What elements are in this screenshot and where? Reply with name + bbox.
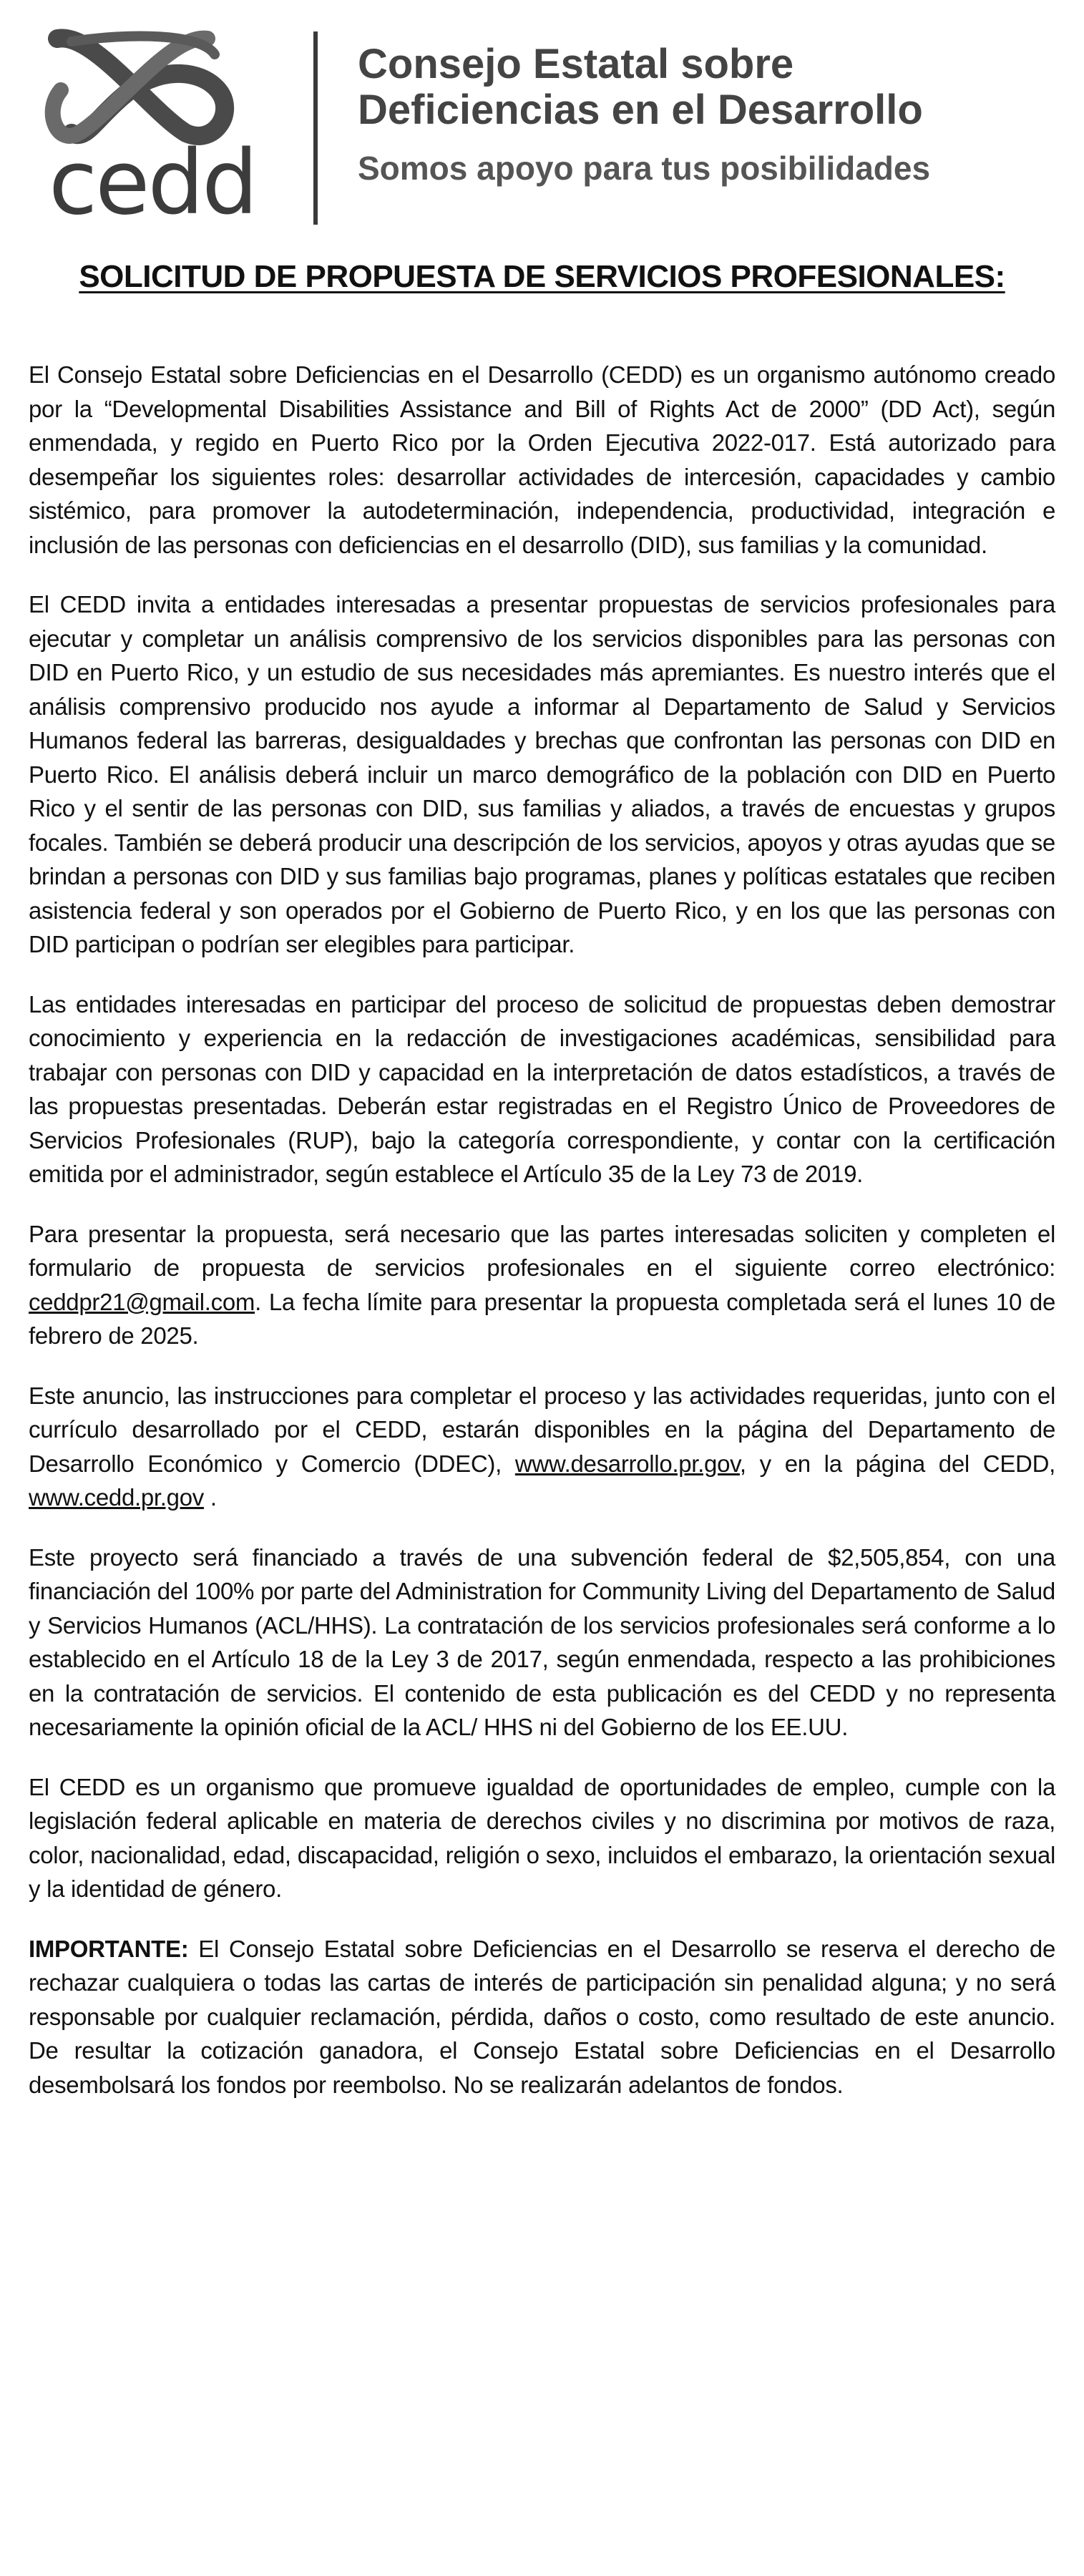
submission-text-b: . La fecha límite para presentar la propuesta completada será el lunes 10 de febrero de 2025.: [29, 1288, 1055, 1349]
logo-wordmark: cedd: [49, 132, 256, 235]
paragraph-funding: Este proyecto será financiado a través de una subvención federal de $2,505,854, con una financiación del 100% por parte del Administration for Community Living del Departamento de Salud y Servicios Humanos (ACL/HHS). La contratación de los servicios profesionales será conforme a lo establecido en el Artículo 18 de la Ley 3 de 2017, según enmendada, respecto a las prohibiciones en la contratación de servicios. El contenido de esta publicación es del CEDD y no representa necesariamente la opinión oficial de la ACL/ HHS ni del Gobierno de los EE.UU.: [29, 1543, 1055, 1740]
availability-text-c: .: [203, 1484, 217, 1511]
paragraph-invitation: El CEDD invita a entidades interesadas a presentar propuestas de servicios profesionales para ejecutar y completar un análisis comprensivo de los servicios disponibles para las personas con DID en Puerto Rico, y un estudio de sus necesidades más apremiantes. Es nuestro interés que el análisis comprensivo producido nos ayude a informar al Departamento de Salud y Servicios Humanos federal las barreras, desigualdades y brechas que confrontan las personas con DID en Puerto Rico. El análisis deberá incluir un marco demográfico de la población con DID en Puerto Rico y el sentir de las personas con DID, sus familias y aliados, a través de encuestas y grupos focales. También se deberá producir una descripción de los servicios, apoyos y otras ayudas que se brindan a personas con DID y sus familias bajo programas, planes y políticas estatales que reciben asistencia federal y son operados por el Gobierno de Puerto Rico, y en los que las personas con DID participan o podrían ser elegibles para participar.: [29, 591, 1055, 957]
email-link[interactable]: ceddpr21@gmail.com: [29, 1288, 255, 1315]
paragraph-important: [29, 1932, 1055, 2102]
org-name-line1: Consejo Estatal sobre: [358, 41, 794, 87]
cedd-logo: [43, 26, 315, 233]
paragraph-intro: El Consejo Estatal sobre Deficiencias en el Desarrollo (CEDD) es un organismo autónomo creado por la “Developmental Disabilities Assistance and Bill of Rights Act de 2000” (DD Act), según enmendada, y regido en Puerto Rico por la Orden Ejecutiva 2022-017. Está autorizado para desempeñar los siguientes roles: desarrollar actividades de intercesión, capacidades y cambio sistémico, para promover la autodeterminación, independencia, productividad, integración e inclusión de las personas con deficiencias en el desarrollo (DID), sus familias y la comunidad.: [29, 361, 1055, 558]
org-name-line2: Deficiencias en el Desarrollo: [358, 87, 923, 133]
important-label: IMPORTANTE:: [29, 1935, 189, 1962]
submission-text-a: Para presentar la propuesta, será necesario que las partes interesadas soliciten y completen el formulario de propuesta de servicios profesionales en el siguiente correo electrónico:: [29, 1220, 1055, 1281]
announcement-body: [29, 358, 1055, 2127]
ddec-website-link[interactable]: www.desarrollo.pr.gov: [514, 1450, 740, 1477]
paragraph-equal-opportunity: El CEDD es un organismo que promueve igualdad de oportunidades de empleo, cumple con la legislación federal aplicable en materia de derechos civiles y no discrimina por motivos de raza, color, nacionalidad, edad, discapacidad, religión o sexo, incluidos el embarazo, la orientación sexual y la identidad de género.: [29, 1773, 1055, 1902]
availability-text-a: Este anuncio, las instrucciones para completar el proceso y las actividades requeridas, junto con el currículo desarrollado por el CEDD, estarán disponibles en la página del Departamento de Desarrollo Económico y Comercio (DDEC),: [29, 1382, 1055, 1477]
header-divider: [313, 31, 318, 225]
page-title: SOLICITUD DE PROPUESTA DE SERVICIOS PROFESIONALES:: [79, 259, 1005, 294]
logo-symbol-icon: [43, 26, 315, 147]
important-text: El Consejo Estatal sobre Deficiencias en el Desarrollo se reserva el derecho de rechazar cualquiera o todas las cartas de interés de participación sin penalidad alguna; y no será responsable por cualquier reclamación, pérdida, daños o costo, como resultado de este anuncio. De resultar la cotización ganadora, el Consejo Estatal sobre Deficiencias en el Desarrollo desembolsará los fondos por reembolso. No se realizarán adelantos de fondos.: [29, 1935, 1055, 2098]
availability-text-b: , y en la página del CEDD,: [739, 1450, 1055, 1477]
org-block: [358, 42, 1037, 187]
header: [43, 26, 1041, 233]
cedd-website-link[interactable]: www.cedd.pr.gov: [29, 1484, 204, 1511]
tagline: Somos apoyo para tus posibilidades: [358, 150, 931, 187]
paragraph-requirements: Las entidades interesadas en participar del proceso de solicitud de propuestas deben demostrar conocimiento y experiencia en la redacción de investigaciones académicas, sensibilidad para trabajar con personas con DID y capacidad en la interpretación de datos estadísticos, a través de las propuestas presentadas. Deberán estar registradas en el Registro Único de Proveedores de Servicios Profesionales (RUP), bajo la categoría correspondiente, y contar con la certificación emitida por el administrador, según establece el Artículo 35 de la Ley 73 de 2019.: [29, 990, 1055, 1187]
paragraph-availability: [29, 1379, 1055, 1515]
paragraph-submission: [29, 1217, 1055, 1353]
